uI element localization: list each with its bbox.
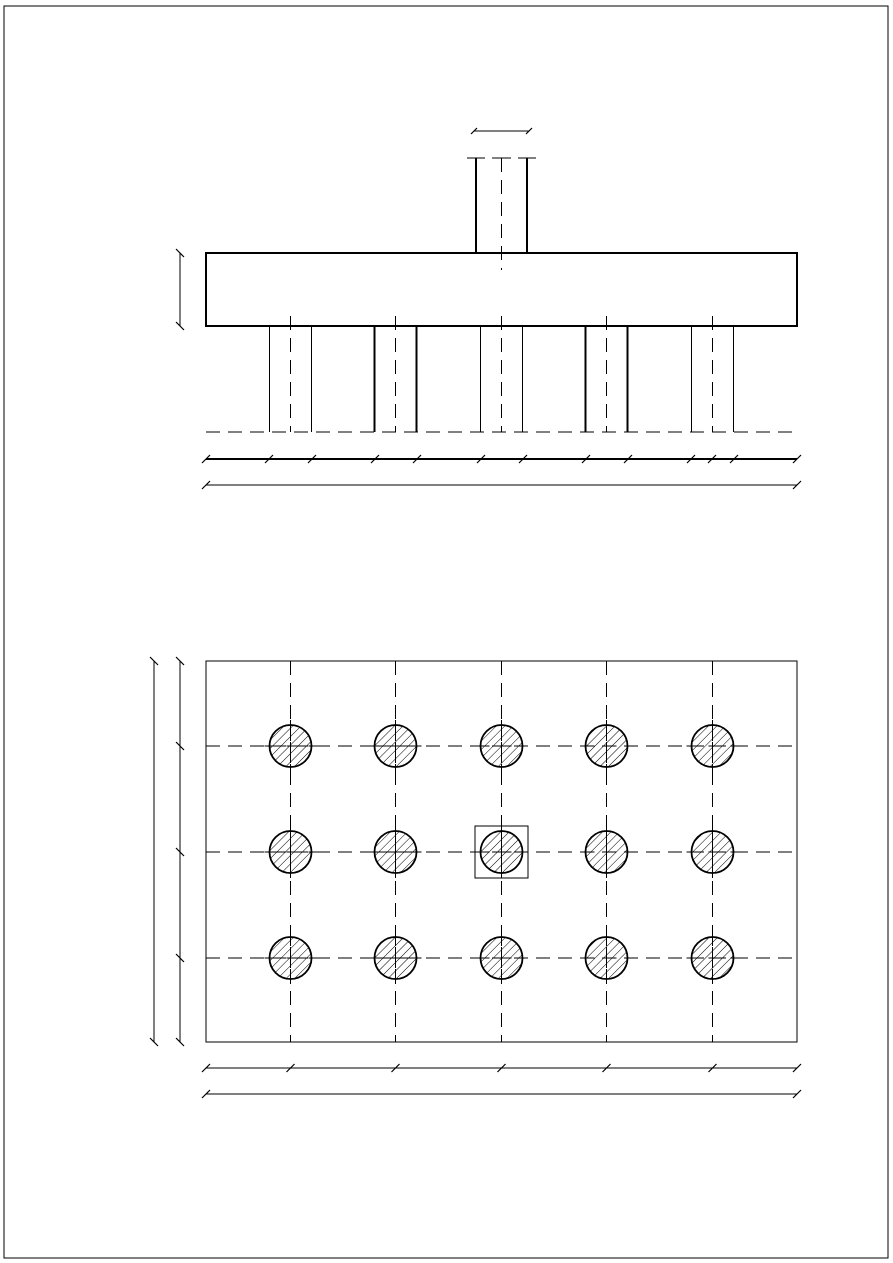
pile-plan (581, 720, 633, 772)
pile-plan (476, 826, 528, 878)
pile-plan (476, 932, 528, 984)
plan-horizontal-dimensions (202, 1064, 801, 1072)
pile-plan (370, 826, 422, 878)
pile-plan (581, 932, 633, 984)
pile-plan (265, 720, 317, 772)
elevation-dimension-chain (202, 455, 801, 463)
pile-plan (687, 720, 739, 772)
pile-elevation (692, 316, 734, 432)
elevation-overall-dimension (202, 481, 801, 489)
pile-elevation (481, 316, 523, 432)
pile-plan (581, 826, 633, 878)
pile-plan (687, 826, 739, 878)
pile-plan (265, 932, 317, 984)
cap-depth-dimension (176, 249, 184, 330)
plan-overall-dimension (202, 1090, 801, 1098)
elevation-view (176, 128, 801, 489)
pile-plan (476, 720, 528, 772)
plan-vertical-dimensions (150, 657, 184, 1046)
pile-elevation (270, 316, 312, 432)
plan-piles (265, 720, 739, 984)
pile-elevation (586, 316, 628, 432)
pile-plan (265, 826, 317, 878)
pile-plan (370, 720, 422, 772)
pile-plan (370, 932, 422, 984)
pile-elevation (375, 316, 417, 432)
pile-cap-elevation (206, 253, 797, 326)
column-elevation (467, 128, 536, 270)
plan-view (150, 657, 801, 1098)
drawing-border (4, 6, 888, 1258)
pile-plan (687, 932, 739, 984)
piles-elevation (270, 316, 734, 432)
